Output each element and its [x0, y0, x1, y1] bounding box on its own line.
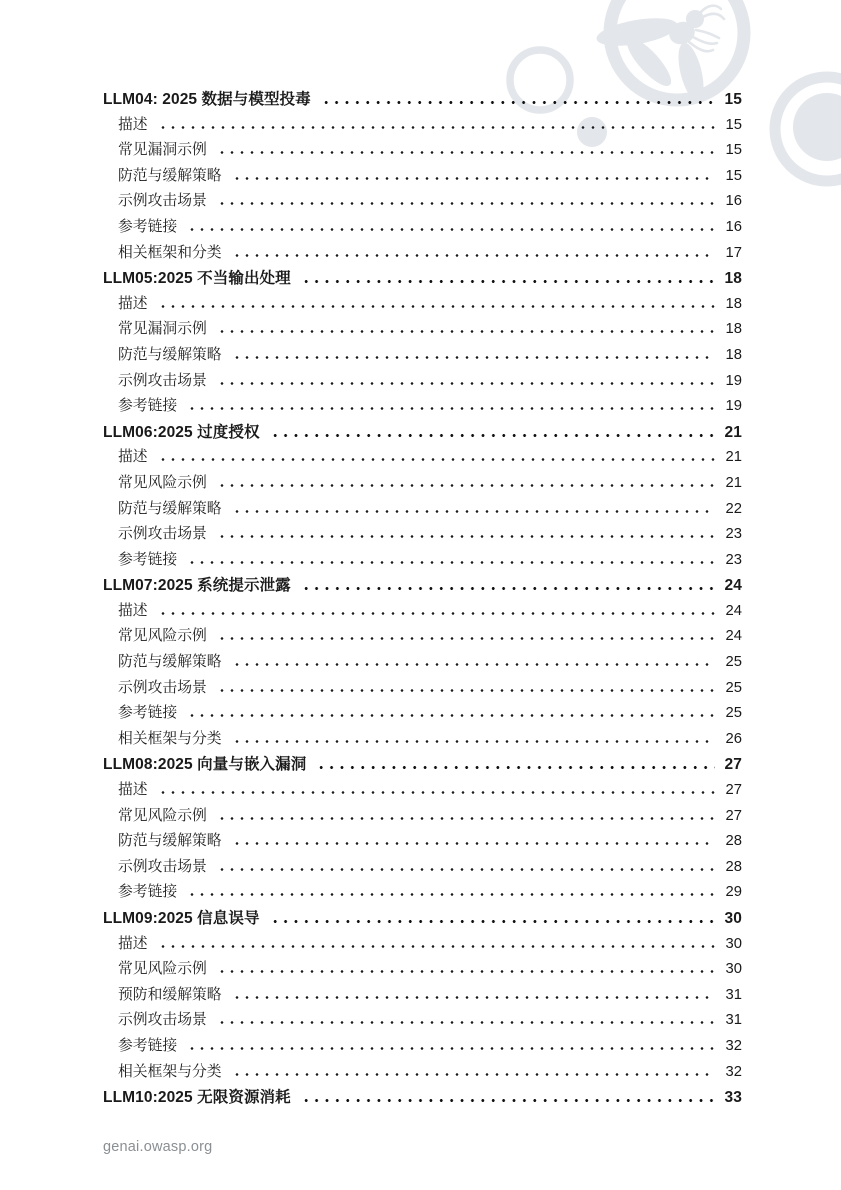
toc-item-label: 常见风险示例 [118, 961, 207, 978]
toc-section-title: LLM08:2025 向量与嵌入漏洞 [103, 756, 307, 774]
toc-item-page: 32 [725, 1037, 742, 1054]
toc-item-row[interactable] [103, 317, 742, 343]
toc-item-row[interactable] [103, 497, 742, 523]
dot-leader [217, 151, 715, 154]
dot-leader [321, 101, 715, 104]
dot-leader [217, 330, 715, 333]
dot-leader [232, 254, 715, 257]
toc-item-label: 防范与缓解策略 [118, 167, 222, 184]
toc-section-row[interactable] [103, 1085, 742, 1111]
dot-leader [217, 817, 715, 820]
toc-item-page: 32 [725, 1063, 742, 1080]
toc-item-row[interactable] [103, 778, 742, 804]
toc-item-page: 28 [725, 858, 742, 875]
dot-leader [232, 740, 715, 743]
toc-item-row[interactable] [103, 957, 742, 983]
toc-item-label: 示例攻击场景 [118, 679, 207, 696]
dot-leader [217, 535, 715, 538]
toc-item-row[interactable] [103, 983, 742, 1009]
dot-leader [270, 920, 715, 923]
dot-leader [158, 126, 715, 129]
toc-item-page: 31 [725, 986, 742, 1003]
dot-leader [158, 458, 715, 461]
dot-leader [158, 305, 715, 308]
toc-section-row[interactable] [103, 906, 742, 932]
toc-item-label: 参考链接 [118, 884, 178, 901]
toc-item-label: 防范与缓解策略 [118, 833, 222, 850]
toc-item-page: 25 [725, 654, 742, 671]
toc-item-row[interactable] [103, 343, 742, 369]
dot-leader [187, 407, 715, 410]
toc-item-label: 示例攻击场景 [118, 858, 207, 875]
footer-site-link[interactable]: genai.owasp.org [103, 1139, 213, 1155]
toc-section-page: 15 [724, 91, 742, 108]
dot-leader [217, 637, 715, 640]
toc-item-label: 描述 [118, 782, 148, 799]
toc-item-row[interactable] [103, 855, 742, 881]
toc-item-page: 24 [725, 628, 742, 645]
dot-leader [158, 612, 715, 615]
toc-item-row[interactable] [103, 189, 742, 215]
toc-item-label: 描述 [118, 295, 148, 312]
toc-item-row[interactable] [103, 292, 742, 318]
toc-item-label: 示例攻击场景 [118, 193, 207, 210]
table-of-contents [103, 87, 742, 1111]
toc-item-label: 参考链接 [118, 705, 178, 722]
toc-item-label: 防范与缓解策略 [118, 346, 222, 363]
toc-item-page: 24 [725, 602, 742, 619]
dot-leader [301, 280, 715, 283]
toc-section-page: 30 [724, 910, 742, 927]
toc-item-page: 23 [725, 526, 742, 543]
toc-item-page: 28 [725, 833, 742, 850]
toc-section-title: LLM10:2025 无限资源消耗 [103, 1089, 291, 1107]
toc-section-page: 33 [724, 1089, 742, 1107]
toc-item-label: 防范与缓解策略 [118, 500, 222, 517]
toc-item-label: 相关框架与分类 [118, 730, 222, 747]
toc-item-row[interactable] [103, 880, 742, 906]
toc-item-page: 26 [725, 730, 742, 747]
toc-item-label: 示例攻击场景 [118, 372, 207, 389]
toc-item-row[interactable] [103, 138, 742, 164]
dot-leader [232, 996, 715, 999]
toc-item-row[interactable] [103, 650, 742, 676]
toc-section-page: 18 [724, 270, 742, 288]
page-footer [103, 1139, 212, 1155]
dot-leader [158, 791, 715, 794]
toc-item-label: 相关框架和分类 [118, 244, 222, 261]
toc-item-page: 25 [725, 705, 742, 722]
toc-item-label: 示例攻击场景 [118, 1012, 207, 1029]
toc-section-title: LLM04: 2025 数据与模型投毒 [103, 91, 311, 108]
toc-item-row[interactable] [103, 113, 742, 139]
toc-item-page: 18 [725, 321, 742, 338]
toc-section-title: LLM09:2025 信息误导 [103, 910, 260, 927]
dot-leader [232, 842, 715, 845]
toc-item-row[interactable] [103, 599, 742, 625]
dot-leader [316, 766, 715, 769]
dot-leader [217, 202, 715, 205]
dot-leader [217, 868, 715, 871]
toc-section-title: LLM06:2025 过度授权 [103, 423, 260, 441]
dot-leader [187, 714, 715, 717]
toc-item-row[interactable] [103, 522, 742, 548]
toc-item-label: 描述 [118, 602, 148, 619]
toc-section-row[interactable] [103, 752, 742, 778]
toc-section-page: 24 [724, 577, 742, 595]
dot-leader [301, 1099, 715, 1102]
toc-item-page: 31 [725, 1012, 742, 1029]
dot-leader [217, 382, 715, 385]
toc-item-page: 27 [725, 782, 742, 799]
toc-item-label: 常见漏洞示例 [118, 142, 207, 159]
dot-leader [217, 1021, 715, 1024]
toc-item-row[interactable] [103, 394, 742, 420]
toc-item-label: 常见漏洞示例 [118, 321, 207, 338]
toc-item-row[interactable] [103, 804, 742, 830]
toc-item-row[interactable] [103, 215, 742, 241]
toc-item-page: 15 [725, 167, 742, 184]
toc-item-row[interactable] [103, 932, 742, 958]
toc-item-page: 19 [725, 398, 742, 415]
toc-item-row[interactable] [103, 241, 742, 267]
toc-item-page: 22 [725, 500, 742, 517]
toc-item-row[interactable] [103, 727, 742, 753]
dot-leader [232, 1073, 715, 1076]
toc-item-page: 19 [725, 372, 742, 389]
toc-section-title: LLM07:2025 系统提示泄露 [103, 577, 291, 595]
toc-item-label: 描述 [118, 116, 148, 133]
dot-leader [270, 434, 715, 437]
toc-item-label: 常见风险示例 [118, 628, 207, 645]
toc-item-row[interactable] [103, 164, 742, 190]
toc-item-page: 15 [725, 116, 742, 133]
toc-item-page: 16 [725, 218, 742, 235]
toc-section-row[interactable] [103, 420, 742, 446]
toc-section-page: 21 [724, 423, 742, 441]
toc-item-row[interactable] [103, 445, 742, 471]
toc-section-row[interactable] [103, 266, 742, 292]
toc-item-row[interactable] [103, 1034, 742, 1060]
dot-leader [232, 663, 715, 666]
toc-item-row[interactable] [103, 624, 742, 650]
decor-concentric-circles [775, 77, 841, 181]
toc-item-label: 常见风险示例 [118, 807, 207, 824]
toc-item-page: 21 [725, 449, 742, 466]
toc-item-row[interactable] [103, 676, 742, 702]
toc-item-row[interactable] [103, 1060, 742, 1086]
toc-item-label: 参考链接 [118, 398, 178, 415]
dot-leader [232, 510, 715, 513]
toc-item-page: 17 [725, 244, 742, 261]
dot-leader [232, 177, 715, 180]
toc-item-row[interactable] [103, 548, 742, 574]
toc-item-page: 30 [725, 935, 742, 952]
toc-section-row[interactable] [103, 573, 742, 599]
dot-leader [158, 945, 715, 948]
toc-section-title: LLM05:2025 不当输出处理 [103, 270, 291, 288]
dot-leader [187, 561, 715, 564]
toc-item-label: 描述 [118, 449, 148, 466]
dot-leader [187, 228, 715, 231]
toc-item-page: 18 [725, 346, 742, 363]
toc-item-page: 30 [725, 961, 742, 978]
toc-section-row[interactable] [103, 87, 742, 113]
toc-item-label: 常见风险示例 [118, 474, 207, 491]
toc-item-label: 描述 [118, 935, 148, 952]
toc-item-page: 18 [725, 295, 742, 312]
toc-item-page: 27 [725, 807, 742, 824]
dot-leader [217, 484, 715, 487]
dot-leader [217, 970, 715, 973]
toc-item-label: 参考链接 [118, 551, 178, 568]
dot-leader [301, 587, 715, 590]
toc-item-page: 23 [725, 551, 742, 568]
toc-item-page: 15 [725, 142, 742, 159]
dot-leader [232, 356, 715, 359]
toc-section-page: 27 [724, 756, 742, 774]
toc-item-label: 参考链接 [118, 218, 178, 235]
dot-leader [187, 893, 715, 896]
toc-item-page: 21 [725, 474, 742, 491]
dot-leader [187, 1047, 715, 1050]
toc-item-label: 示例攻击场景 [118, 526, 207, 543]
toc-item-page: 29 [725, 884, 742, 901]
toc-item-page: 16 [725, 193, 742, 210]
toc-item-label: 预防和缓解策略 [118, 986, 222, 1003]
dot-leader [217, 689, 715, 692]
toc-item-label: 相关框架与分类 [118, 1063, 222, 1080]
toc-item-row[interactable] [103, 369, 742, 395]
toc-item-row[interactable] [103, 701, 742, 727]
toc-item-row[interactable] [103, 829, 742, 855]
toc-item-label: 参考链接 [118, 1037, 178, 1054]
toc-item-label: 防范与缓解策略 [118, 654, 222, 671]
toc-item-row[interactable] [103, 471, 742, 497]
toc-item-page: 25 [725, 679, 742, 696]
toc-item-row[interactable] [103, 1008, 742, 1034]
